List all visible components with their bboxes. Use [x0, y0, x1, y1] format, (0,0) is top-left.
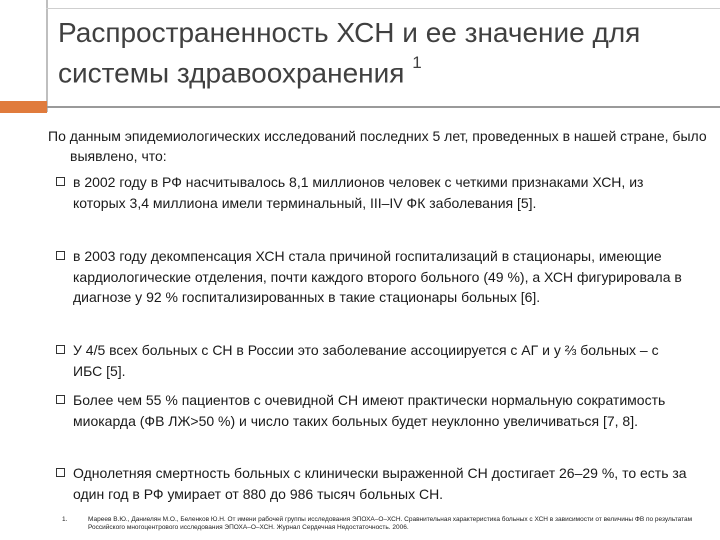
footnote-text: Мареев В.Ю., Даниелян М.О., Беленков Ю.Н. От имени рабочей группы исследования ЭПОХА–О–ХСН. Сравнительная характеристика больных с ХСН в зависимости от величины ФВ по результатам Российского многоцентрового исследования ЭПОХА–О–ХСН. Журнал Сердечная Недостаточность. 2006. — [88, 516, 693, 531]
bullet-item — [56, 463, 688, 504]
intro-paragraph: По данным эпидемиологических исследований последних 5 лет, проведенных в нашей стране, было выявлено, что: — [48, 128, 707, 164]
top-divider — [46, 8, 720, 9]
slide-title — [58, 16, 713, 90]
square-bullet-icon — [56, 395, 65, 404]
square-bullet-icon — [56, 251, 65, 260]
square-bullet-icon — [56, 345, 65, 354]
title-underline — [47, 106, 720, 108]
footnote-number: 1. — [62, 516, 68, 523]
bullet-item — [56, 390, 688, 431]
bullet-item — [56, 246, 688, 308]
bullet-item — [56, 340, 688, 381]
square-bullet-icon — [56, 468, 65, 477]
slide-title-text: Распространенность ХСН и ее значение для системы здравоохранения — [58, 17, 641, 89]
bullet-text: Более чем 55 % пациентов с очевидной СН имеют практически нормальную сократимость миокарда (ФВ ЛЖ>50 %) и число таких больных будет неуклонно увеличиваться [7, 8]. — [73, 392, 666, 429]
bullet-text: У 4/5 всех больных с СН в России это заболевание ассоциируется с АГ и у ⅔ больных – с ИБС [5]. — [73, 342, 659, 379]
title-footnote-ref: 1 — [412, 53, 422, 72]
bullet-text: в 2003 году декомпенсация ХСН стала причиной госпитализаций в стационары, имеющие кардиологические отделения, почти каждого второго больного (49 %), а ХСН фигурировала в диагнозе у 92 % госпитализированных в такие стационары больных [6]. — [73, 248, 682, 305]
bullet-item — [56, 172, 688, 213]
left-divider — [46, 0, 48, 112]
square-bullet-icon — [56, 177, 65, 186]
bullet-text: в 2002 году в РФ насчитывалось 8,1 миллионов человек с четкими признаками ХСН, из которых 3,4 миллиона имели терминальный, III–IV ФК заболевания [5]. — [73, 174, 644, 211]
footnote — [62, 516, 712, 532]
bullet-text: Однолетняя смертность больных с клинически выраженной СН достигает 26–29 %, то есть за один год в РФ умирает от 880 до 986 тысяч больных СН. — [73, 465, 687, 502]
accent-bar — [0, 101, 47, 113]
